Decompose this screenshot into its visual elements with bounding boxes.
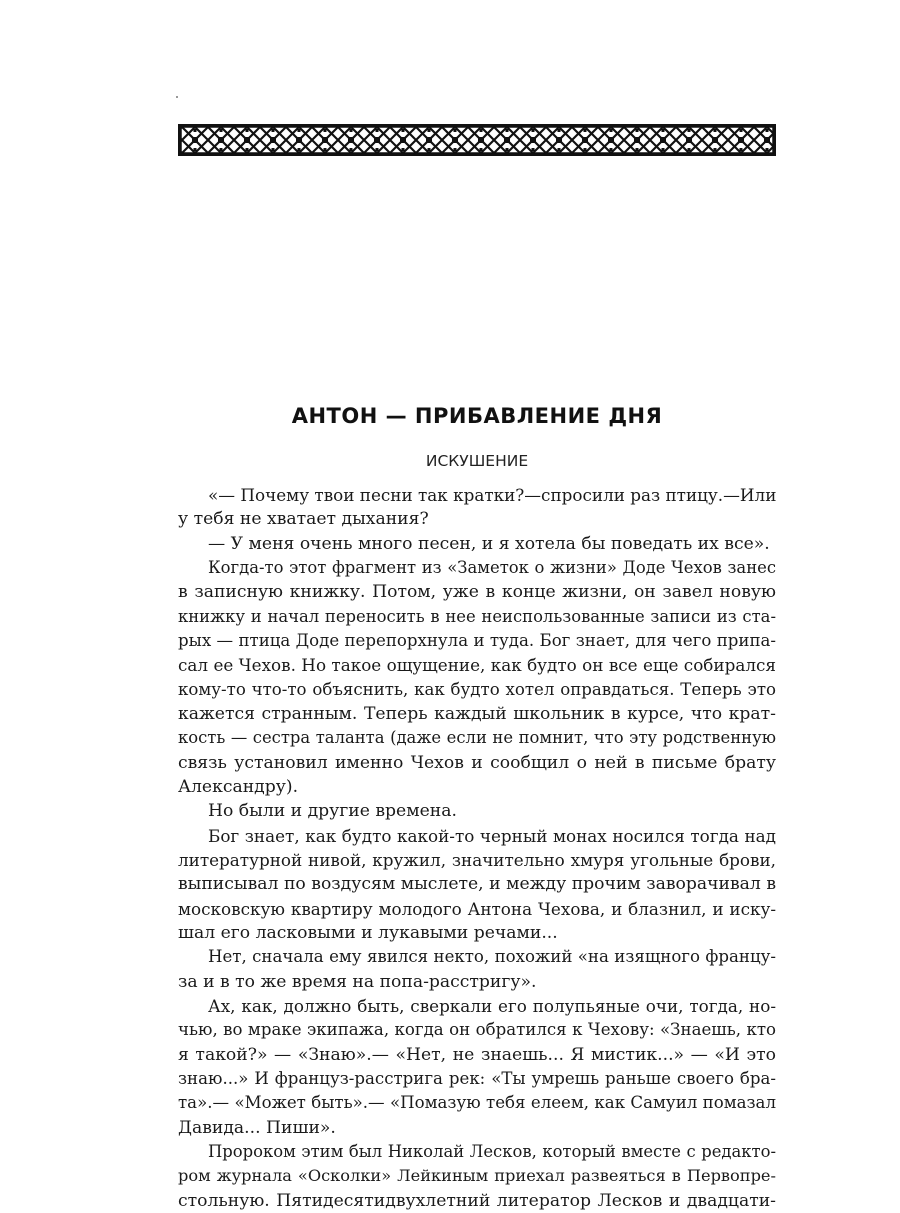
text-line: Александру). [178,776,299,797]
text-line: я такой?» — «Знаю».— «Нет, не знаешь... Я мистик...» — «И это [178,1044,776,1065]
text-line: Ах, как, должно быть, сверкали его полупьяные очи, тогда, но- [208,995,776,1016]
text-line: «— Почему твои песни так кратки?—спросили раз птицу.—Или [208,485,777,505]
chapter-subtitle: ИСКУШЕНИЕ [425,452,529,470]
text-line: Но были и другие времена. [208,801,457,822]
text-line: Бог знает, как будто какой-то черный монах носился тогда над [208,825,776,846]
text-line: рых — птица Доде перепорхнула и туда. Бог знает, для чего припа- [178,630,776,650]
text-line: в записную книжку. Потом, уже в конце жизни, он завел новую [178,582,776,603]
text-line: за и в то же время на попа-расстригу». [178,971,537,992]
text-line: Давида... Пиши». [178,1117,336,1138]
text-line: Нет, сначала ему явился некто, похожий «на изящного францу- [208,947,776,967]
text-line: шал его ласковыми и лукавыми речами... [178,922,558,943]
text-line: та».— «Может быть».— «Помазую тебя елеем, как Самуил помазал [178,1093,776,1113]
text-line: выписывал по воздусям мыслете, и между прочим заворачивал в [178,874,776,895]
text-line: кажется странным. Теперь каждый школьник в курсе, что крат- [178,703,776,724]
chapter-title: АНТОН — ПРИБАВЛЕНИЕ ДНЯ [291,404,663,428]
ornament-pattern [178,124,776,156]
text-line: московскую квартиру молодого Антона Чехова, и блазнил, и иску- [178,898,776,919]
body-text [178,483,776,1213]
text-line: знаю...» И француз-расстрига рек: «Ты умрешь раньше своего бра- [178,1068,776,1088]
text-line: ром журнала «Осколки» Лейкиным приехал развеяться в Первопре- [178,1166,776,1186]
text-line: — У меня очень много песен, и я хотела бы поведать их все». [208,533,770,554]
text-line: чью, во мраке экипажа, когда он обратился к Чехову: «Знаешь, кто [178,1020,776,1040]
text-line: Когда-то этот фрагмент из «Заметок о жизни» Доде Чехов занес [208,557,776,577]
text-line: Пророком этим был Николай Лесков, который вместе с редакто- [208,1141,776,1161]
text-line: связь установил именно Чехов и сообщил о ней в письме брату [178,752,776,773]
page-mark [176,96,178,98]
text-line: стольную. Пятидесятидвухлетний литератор Лесков и двадцати- [178,1190,776,1211]
decorative-ornament-band [178,124,776,156]
text-line: литературной нивой, кружил, значительно хмуря угольные брови, [178,849,776,870]
text-line: сал ее Чехов. Но такое ощущение, как будто он все еще собирался [178,655,776,676]
text-line: у тебя не хватает дыхания? [178,509,429,530]
text-line: кость — сестра таланта (даже если не помнит, что эту родственную [178,728,776,748]
text-line: кому-то что-то объяснить, как будто хотел оправдаться. Теперь это [178,679,776,699]
text-line: книжку и начал переносить в нее неиспользованные записи из ста- [178,606,776,626]
